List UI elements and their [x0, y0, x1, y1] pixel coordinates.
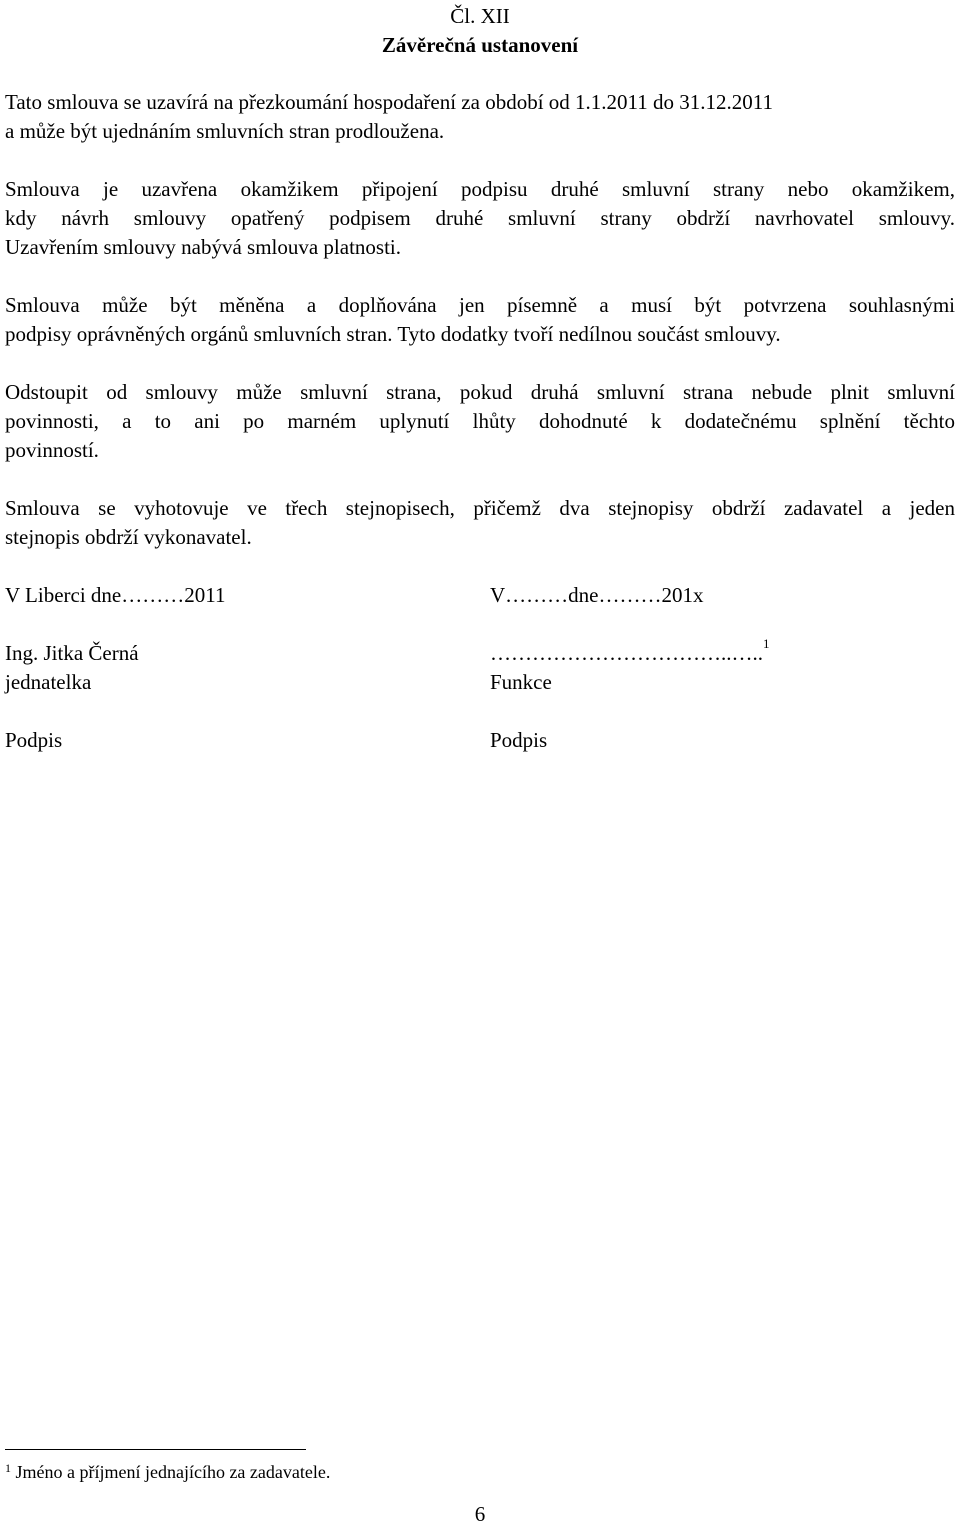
paragraph-line: Smlouva se vyhotovuje ve třech stejnopisech, přičemž dva stejnopisy obdrží zadavatel a jeden	[5, 496, 955, 520]
signature-label-right: Podpis	[490, 728, 548, 752]
signatory-name-placeholder: ……………………………..…..	[490, 641, 763, 665]
footnote-ref: 1	[763, 636, 770, 651]
paragraph-line: a může být ujednáním smluvních stran prodloužena.	[5, 119, 445, 143]
section-title: Závěrečná ustanovení	[381, 33, 579, 57]
place-date-right: V………dne………201x	[490, 583, 704, 607]
footnote-text: Jméno a příjmení jednajícího za zadavatele.	[15, 1462, 331, 1482]
footnote	[5, 1462, 330, 1483]
page-number: 6	[474, 1502, 486, 1526]
signatory-role-right: Funkce	[490, 670, 552, 694]
paragraph-line: Smlouva je uzavřena okamžikem připojení podpisu druhé smluvní strany nebo okamžikem,	[5, 177, 955, 201]
signature-label-left: Podpis	[5, 728, 63, 752]
paragraph-line: Uzavřením smlouvy nabývá smlouva platnosti.	[5, 235, 402, 259]
paragraph-line: kdy návrh smlouvy opatřený podpisem druhé smluvní strany obdrží navrhovatel smlouvy.	[5, 206, 955, 230]
signatory-role-left: jednatelka	[5, 670, 92, 694]
signatory-name-left: Ing. Jitka Černá	[5, 641, 139, 665]
paragraph-line: povinnosti, a to ani po marném uplynutí lhůty dohodnuté k dodatečnému splnění těchto	[5, 409, 955, 433]
footnote-number: 1	[5, 1461, 11, 1475]
paragraph-line: povinností.	[5, 438, 99, 462]
paragraph-line: Tato smlouva se uzavírá na přezkoumání hospodaření za období od 1.1.2011 do 31.12.2011	[5, 90, 773, 114]
paragraph-line: stejnopis obdrží vykonavatel.	[5, 525, 252, 549]
paragraph-line: podpisy oprávněných orgánů smluvních stran. Tyto dodatky tvoří nedílnou součást smlouvy.	[5, 322, 781, 346]
paragraph-line: Odstoupit od smlouvy může smluvní strana, pokud druhá smluvní strana nebude plnit smluvní	[5, 380, 955, 404]
place-date-left: V Liberci dne………2011	[5, 583, 226, 607]
footnote-separator	[5, 1449, 306, 1450]
signatory-name-right	[490, 636, 770, 668]
article-number: Čl. XII	[450, 4, 510, 28]
paragraph-line: Smlouva může být měněna a doplňována jen písemně a musí být potvrzena souhlasnými	[5, 293, 955, 317]
